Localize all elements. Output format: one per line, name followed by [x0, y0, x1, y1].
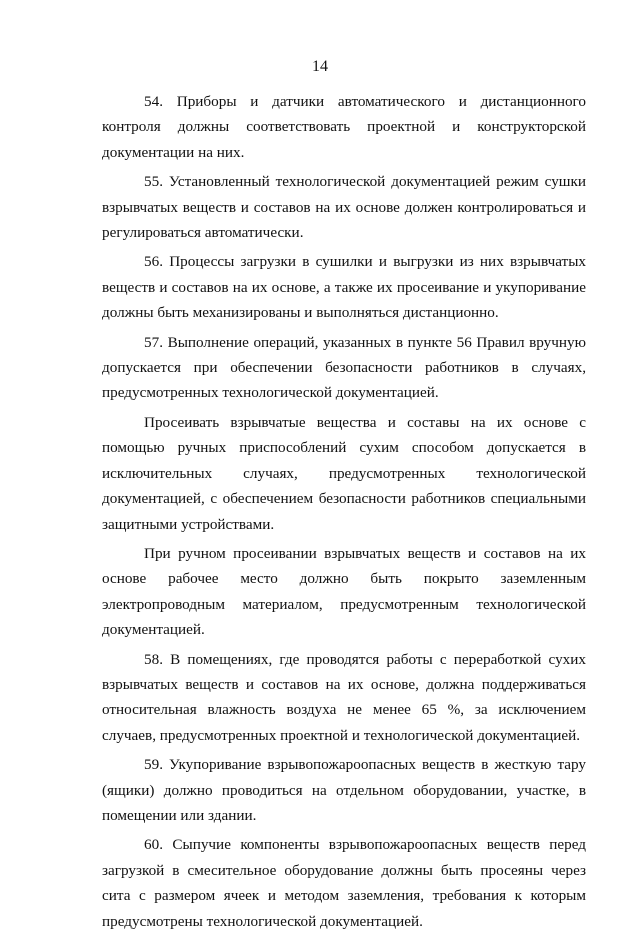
paragraph-60: 60. Сыпучие компоненты взрывопожароопасных веществ перед загрузкой в смесительное оборудование должны быть просеяны через сита с размером ячеек и методом заземления, требования к которым предусмотрены технологической документацией. — [102, 836, 586, 930]
paragraph-55: 55. Установленный технологической документацией режим сушки взрывчатых веществ и составов на их основе должен контролироваться и регулироваться автоматически. — [102, 173, 586, 242]
paragraph-59: 59. Укупоривание взрывопожароопасных веществ в жесткую тару (ящики) должно проводиться на отдельном оборудовании, участке, в помещении или здании. — [102, 756, 586, 824]
paragraph-58: 58. В помещениях, где проводятся работы с переработкой сухих взрывчатых веществ и составов на их основе, должна поддерживаться относительная влажность воздуха не менее 65 %, за исключением случаев, предусмотренных проектной и технологической документацией. — [102, 650, 586, 744]
paragraph-57-sieving: Просеивать взрывчатые вещества и составы на их основе с помощью ручных приспособлений сухим способом допускается в исключительных случаях, предусмотренных технологической документацией, с обеспечением безопасности работников специальными защитными устройствами. — [102, 413, 586, 533]
page-number: 14 — [312, 58, 328, 75]
paragraph-57-workplace: При ручном просеивании взрывчатых веществ и составов на их основе рабочее место должно быть покрыто заземленным электропроводным материалом, предусмотренным технологической документацией. — [102, 544, 586, 639]
paragraph-57: 57. Выполнение операций, указанных в пункте 56 Правил вручную допускается при обеспечении безопасности работников в случаях, предусмотренных технологической документацией. — [102, 333, 586, 402]
document-body — [102, 89, 586, 938]
paragraph-54: 54. Приборы и датчики автоматического и дистанционного контроля должны соответствовать проектной и конструкторской документации на них. — [102, 93, 586, 161]
paragraph-56: 56. Процессы загрузки в сушилки и выгрузки из них взрывчатых веществ и составов на их основе, а также их просеивание и укупоривание должны быть механизированы и выполняться дистанционно. — [102, 253, 586, 322]
